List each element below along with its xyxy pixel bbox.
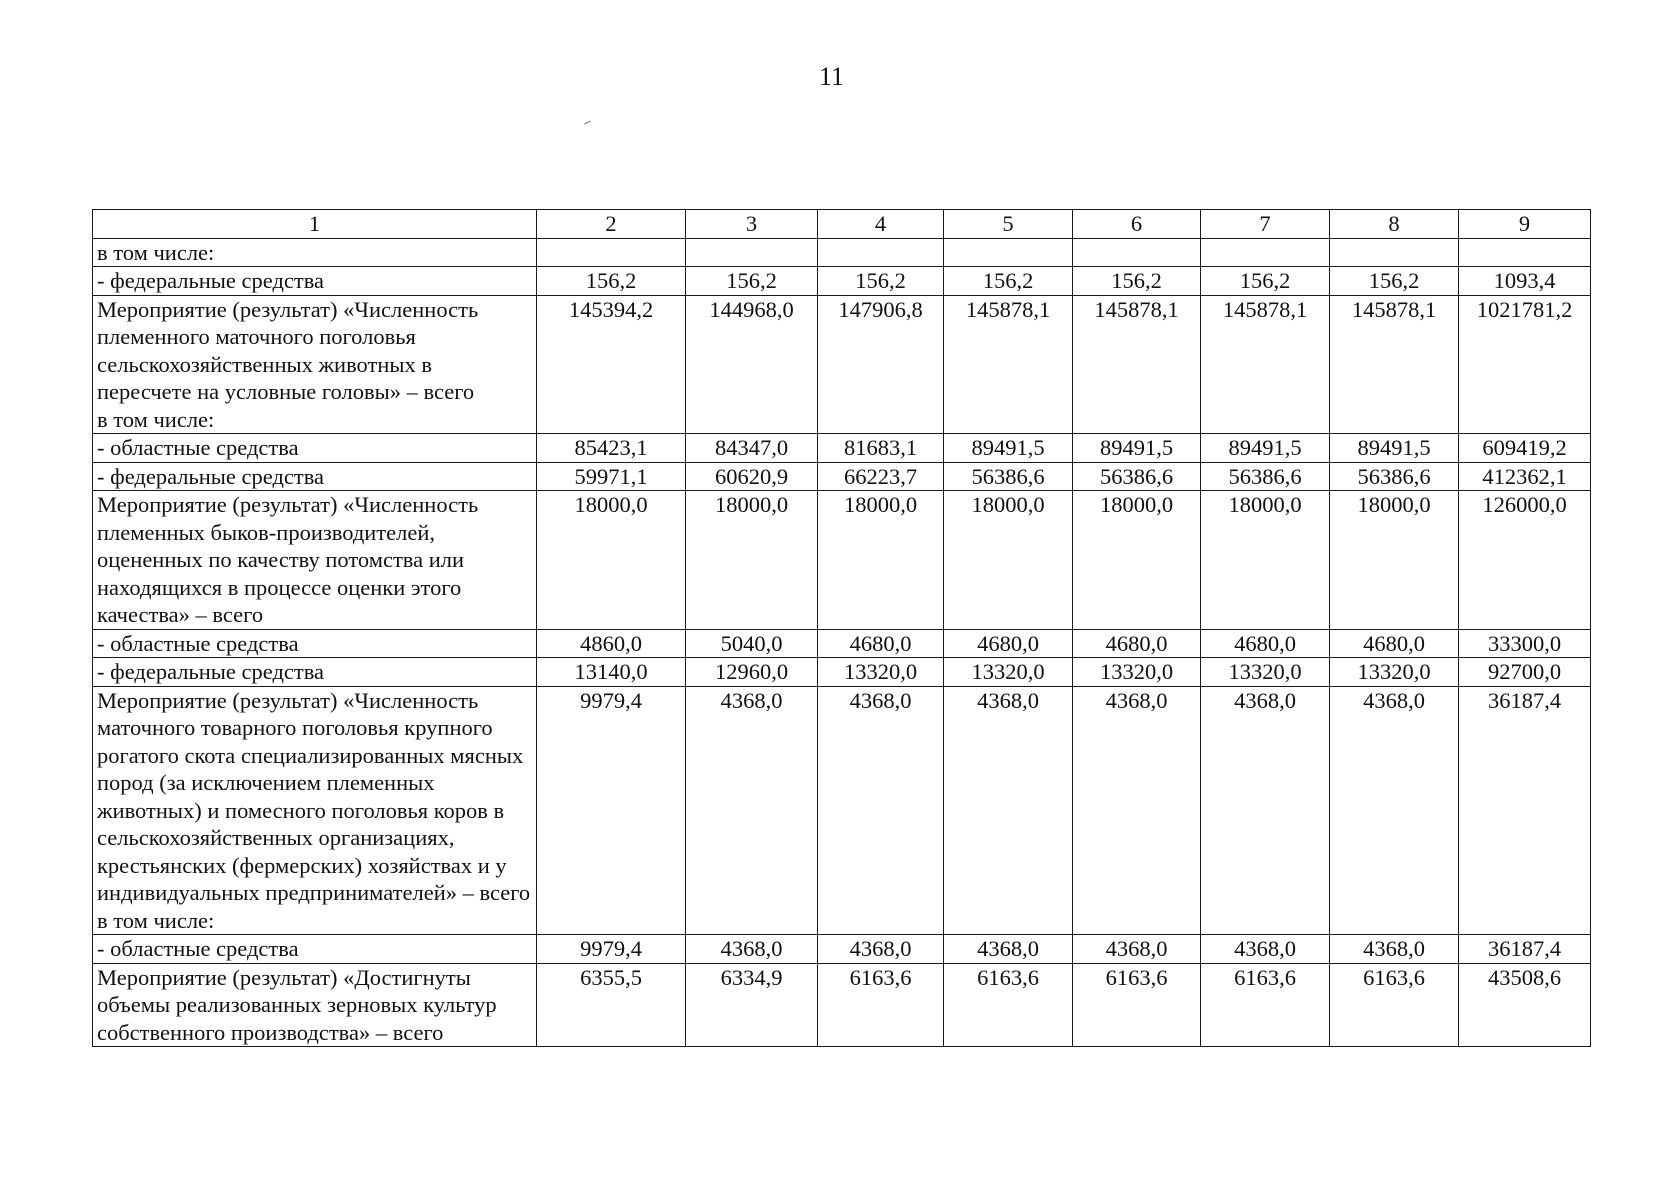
- value-cell: 156,2: [1073, 267, 1201, 296]
- value-cell: 13320,0: [1201, 658, 1330, 687]
- value-cell: 60620,9: [686, 462, 818, 491]
- value-cell: 6163,6: [1201, 963, 1330, 1047]
- row-label: - федеральные средства: [93, 658, 537, 687]
- value-cell: 156,2: [818, 267, 944, 296]
- value-cell: 4368,0: [944, 686, 1073, 935]
- value-cell: 36187,4: [1459, 935, 1591, 964]
- row-label: Мероприятие (результат) «Численность племенных быков-производителей, оцененных по качеству потомства или находящихся в процессе оценки этого качества» – всего: [93, 491, 537, 630]
- row-label: - федеральные средства: [93, 267, 537, 296]
- value-cell: [1073, 238, 1201, 267]
- value-cell: 4368,0: [1330, 935, 1459, 964]
- value-cell: 4680,0: [1330, 629, 1459, 658]
- table-row: [93, 963, 1591, 1047]
- value-cell: 13320,0: [1330, 658, 1459, 687]
- value-cell: 4368,0: [1330, 686, 1459, 935]
- value-cell: 6163,6: [1073, 963, 1201, 1047]
- table-row: [93, 686, 1591, 935]
- value-cell: 156,2: [944, 267, 1073, 296]
- value-cell: 4368,0: [686, 686, 818, 935]
- value-cell: [1330, 238, 1459, 267]
- table-row: [93, 935, 1591, 964]
- value-cell: 4680,0: [944, 629, 1073, 658]
- value-cell: [944, 238, 1073, 267]
- value-cell: 4368,0: [686, 935, 818, 964]
- value-cell: 13320,0: [818, 658, 944, 687]
- value-cell: 85423,1: [537, 434, 686, 463]
- value-cell: 56386,6: [1073, 462, 1201, 491]
- value-cell: 4680,0: [818, 629, 944, 658]
- value-cell: 6163,6: [944, 963, 1073, 1047]
- stray-mark: [584, 121, 591, 125]
- value-cell: 6163,6: [1330, 963, 1459, 1047]
- value-cell: 89491,5: [944, 434, 1073, 463]
- table-row: [93, 238, 1591, 267]
- value-cell: 4368,0: [1201, 935, 1330, 964]
- value-cell: 89491,5: [1201, 434, 1330, 463]
- value-cell: 145878,1: [944, 295, 1073, 434]
- value-cell: [686, 238, 818, 267]
- value-cell: [537, 238, 686, 267]
- value-cell: 609419,2: [1459, 434, 1591, 463]
- value-cell: 147906,8: [818, 295, 944, 434]
- value-cell: 4368,0: [818, 686, 944, 935]
- value-cell: 56386,6: [1330, 462, 1459, 491]
- value-cell: 81683,1: [818, 434, 944, 463]
- row-label: Мероприятие (результат) «Достигнуты объемы реализованных зерновых культур собственного производства» – всего: [93, 963, 537, 1047]
- column-number-cell: 7: [1201, 210, 1330, 239]
- value-cell: 5040,0: [686, 629, 818, 658]
- value-cell: 13320,0: [944, 658, 1073, 687]
- value-cell: 1093,4: [1459, 267, 1591, 296]
- value-cell: 18000,0: [1073, 491, 1201, 630]
- value-cell: 6163,6: [818, 963, 944, 1047]
- value-cell: [1201, 238, 1330, 267]
- value-cell: 92700,0: [1459, 658, 1591, 687]
- value-cell: 4680,0: [1201, 629, 1330, 658]
- column-number-cell: 3: [686, 210, 818, 239]
- table-body: [93, 210, 1591, 1047]
- value-cell: 4680,0: [1073, 629, 1201, 658]
- value-cell: 56386,6: [1201, 462, 1330, 491]
- value-cell: 9979,4: [537, 686, 686, 935]
- value-cell: 12960,0: [686, 658, 818, 687]
- value-cell: 18000,0: [818, 491, 944, 630]
- value-cell: 145394,2: [537, 295, 686, 434]
- value-cell: 18000,0: [1201, 491, 1330, 630]
- row-label: Мероприятие (результат) «Численность маточного товарного поголовья крупного рогатого скота специализированных мясных пород (за исключением племенных животных) и помесного поголовья коров в сельскохозяйственных организациях, крестьянских (фермерских) хозяйствах и у индивидуальных предпринимателей» – всего в том числе:: [93, 686, 537, 935]
- page-number: 11: [818, 62, 845, 91]
- value-cell: 144968,0: [686, 295, 818, 434]
- table-row: [93, 658, 1591, 687]
- value-cell: 156,2: [1330, 267, 1459, 296]
- value-cell: 56386,6: [944, 462, 1073, 491]
- value-cell: [1459, 238, 1591, 267]
- column-number-cell: 8: [1330, 210, 1459, 239]
- value-cell: 156,2: [537, 267, 686, 296]
- table-row: [93, 629, 1591, 658]
- value-cell: 4860,0: [537, 629, 686, 658]
- value-cell: 43508,6: [1459, 963, 1591, 1047]
- value-cell: 4368,0: [818, 935, 944, 964]
- table-row: [93, 295, 1591, 434]
- value-cell: 4368,0: [1073, 935, 1201, 964]
- value-cell: 4368,0: [944, 935, 1073, 964]
- value-cell: 4368,0: [1073, 686, 1201, 935]
- value-cell: 84347,0: [686, 434, 818, 463]
- table-row: [93, 434, 1591, 463]
- value-cell: 36187,4: [1459, 686, 1591, 935]
- column-number-cell: 4: [818, 210, 944, 239]
- value-cell: 145878,1: [1201, 295, 1330, 434]
- value-cell: 126000,0: [1459, 491, 1591, 630]
- value-cell: 156,2: [1201, 267, 1330, 296]
- column-number-cell: 9: [1459, 210, 1591, 239]
- value-cell: 18000,0: [1330, 491, 1459, 630]
- column-number-cell: 2: [537, 210, 686, 239]
- value-cell: [818, 238, 944, 267]
- column-number-cell: 1: [93, 210, 537, 239]
- value-cell: 18000,0: [537, 491, 686, 630]
- value-cell: 18000,0: [944, 491, 1073, 630]
- row-label: - областные средства: [93, 434, 537, 463]
- value-cell: 9979,4: [537, 935, 686, 964]
- table-row: [93, 462, 1591, 491]
- value-cell: 1021781,2: [1459, 295, 1591, 434]
- value-cell: 66223,7: [818, 462, 944, 491]
- value-cell: 33300,0: [1459, 629, 1591, 658]
- row-label: Мероприятие (результат) «Численность племенного маточного поголовья сельскохозяйственных животных в пересчете на условные головы» – всего в том числе:: [93, 295, 537, 434]
- value-cell: 13320,0: [1073, 658, 1201, 687]
- value-cell: 156,2: [686, 267, 818, 296]
- budget-table: [92, 209, 1591, 1047]
- value-cell: 59971,1: [537, 462, 686, 491]
- row-label: - областные средства: [93, 935, 537, 964]
- value-cell: 89491,5: [1073, 434, 1201, 463]
- value-cell: 6355,5: [537, 963, 686, 1047]
- value-cell: 412362,1: [1459, 462, 1591, 491]
- value-cell: 18000,0: [686, 491, 818, 630]
- value-cell: 145878,1: [1073, 295, 1201, 434]
- value-cell: 4368,0: [1201, 686, 1330, 935]
- value-cell: 13140,0: [537, 658, 686, 687]
- row-label: - областные средства: [93, 629, 537, 658]
- value-cell: 89491,5: [1330, 434, 1459, 463]
- row-label: - федеральные средства: [93, 462, 537, 491]
- value-cell: 145878,1: [1330, 295, 1459, 434]
- column-number-row: [93, 210, 1591, 239]
- value-cell: 6334,9: [686, 963, 818, 1047]
- row-label: в том числе:: [93, 238, 537, 267]
- column-number-cell: 6: [1073, 210, 1201, 239]
- table-row: [93, 267, 1591, 296]
- table-row: [93, 491, 1591, 630]
- column-number-cell: 5: [944, 210, 1073, 239]
